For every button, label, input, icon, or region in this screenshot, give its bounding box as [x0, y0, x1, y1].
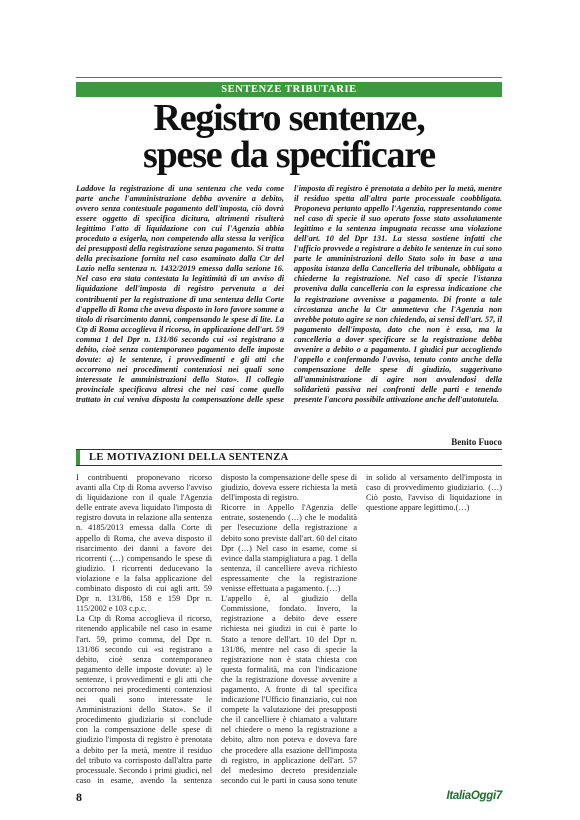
- subsection-label: LE MOTIVAZIONI DELLA SENTENZA: [89, 452, 289, 463]
- body-paragraph: L'appello è, al giudizio della Commissione, fondato. Invero, la registrazione a debito deve essere richiesta nei giudizi in cui è parte lo Stato a tenore dell'art. 10 del Dpr n. 131/86, mentre nel caso di specie la registrazione non è stata chiesta con questa formalità, ma con l'indicazione che la registrazione dovesse avvenire a pagamento. A fronte di tal specifica indicazione l'Ufficio finanziario, cui non compete la valutazione dei presupposti che il cancelliere è chiamato a valutare nel chiedere o meno la registrazione a debito, altro non poteva e doveva fare che procedere alla esazione dell'imposta di registro, in applicazione dell'art. 57 del medesimo decreto presidenziale secondo cui le parti in causa sono tenute in solido al versamento dell'imposta in caso di provvedimento giudiziario. (…) Ciò posto, l'avviso di liquidazione in questione appare legittimo.(…): [221, 473, 502, 785]
- intro-paragraph: Laddove la registrazione di una sentenza che veda come parte anche l'amministrazione debba avvenire a debito, ovvero senza contestuale pagamento dell'imposta, ciò dovrà essere oggetto di specifica dicitura, altrimenti risulterà legittimo l'atto di liquidazione con cui l'Agenzia abbia proceduto a esigerla, non competendo alla stessa la verifica dei presupposti della registrazione senza pagamento. Si tratta della precisazione fornita nel caso esaminato dalla Ctr del Lazio nella sentenza n. 1432/2019 emessa dalla sezione 16. Nel caso era stata contestata la legittimità di un avviso di liquidazione dell'imposta di registro pervenuta a dei contribuenti per la registrazione di una sentenza della Corte d'appello di Roma che aveva disposto in loro favore somme a titolo di risarcimento danni, compensando le spese di lite. La Ctp di Roma accoglieva il ricorso, in applicazione dell'art. 59 comma 1 del Dpr n. 131/86 secondo cui «si registrano a debito, cioè senza contemporaneo pagamento delle imposte dovute: a) le sentenze, i provvedimenti e gli atti che occorrono nei procedimenti contenziosi nei quali sono interessate le amministrazioni dello Stato». Il collegio provinciale specificava altresì che nei casi come quello trattato in cui veniva disposta la compensazione delle spese l'imposta di registro è prenotata a debito per la metà, mentre il residuo spetta all'altra parte processuale coobbligata. Proponeva pertanto appello l'Agenzia, rappresentando come nel caso di specie il suo operato fosse stato assolutamente legittimo e la sentenza impugnata recasse una violazione dell'art. 10 del Dpr 131. La stessa sostiene infatti che l'ufficio provvede a registrare a debito le sentenze in cui sono parte le amministrazioni dello Stato solo in base a una apposita istanza della Cancelleria del tribunale, obbligata a chiederne la registrazione. Nel caso di specie l'istanza proveniva dalla cancelleria con la espressa indicazione che la registrazione avvenisse a pagamento. Di fronte a tale circostanza anche la Ctr ammetteva che l'Agenzia non avrebbe potuto agire se non chiedendo, ai sensi dell'art. 57, il pagamento dell'imposta, dato che non è essa, ma la cancelleria a dover specificare se la registrazione debba avvenire a debito o a pagamento. I giudici pur accogliendo l'appello e confermando l'avviso, tenuto conto anche della compensazione delle spese di giudizio, suggerivano all'amministrazione di agire non avvalendosi della solidarietà passiva nei confronti delle parti e tenendo presente l'ancora possibile attivazione anche dell'autotutela.: [76, 184, 502, 404]
- article-body: [76, 473, 502, 790]
- brand-name: ItaliaOggi: [446, 790, 496, 802]
- brand-logo: [446, 790, 502, 802]
- intro-text: [76, 184, 502, 405]
- body-paragraph: La Ctp di Roma accoglieva il ricorso, ritenendo applicabile nel caso in esame l'art. 59, primo comma, del Dpr n. 131/86 secondo cui «si registrano a debito, cioè senza contemporaneo pagamento delle imposte dovute: a) le sentenze, i provvedimenti e gli atti che occorrono nei procedimenti contenziosi nei quali sono interessate le Amministrazioni dello Stato». Se il procedimento giudiziario si conclude con la compensazione delle spese di giudizio l'imposta di registro è prenotata a debito per la metà, mentre il residuo del tributo va corrisposto dall'altra parte processuale. Secondo i primi giudici, nel caso in esame, avendo la sentenza disposto la compensazione delle spese di giudizio, doveva essere richiesta la metà dell'imposta di registro.: [76, 473, 357, 785]
- subsection-accent: [76, 450, 80, 465]
- subsection-bar: [76, 449, 502, 466]
- top-rule: [76, 77, 502, 78]
- body-paragraph: I contribuenti proponevano ricorso avanti alla Ctp di Roma avverso l'avviso di liquidazione con il quale l'Agenzia delle entrate aveva liquidato l'imposta di registro dovuta in relazione alla sentenza n. 4185/2013 emessa dalla Corte di appello di Roma, che aveva disposto il risarcimento dei danni a favore dei ricorrenti (…) compensando le spese di giudizio. I ricorrenti deducevano la violazione e la falsa applicazione del combinato disposto di cui agli artt. 59 Dpr n. 131/86, 158 e 159 Dpr n. 115/2002 e 103 c.p.c.: [76, 473, 212, 614]
- author-signature: Benito Fuoco: [451, 437, 502, 447]
- headline-line-2: spese da specificare: [143, 134, 435, 176]
- headline-line-1: Registro sentenze,: [153, 97, 425, 139]
- brand-number: 7: [495, 790, 502, 802]
- headline: [76, 97, 502, 176]
- section-label: SENTENZE TRIBUTARIE: [76, 82, 502, 97]
- page-number: 8: [76, 790, 82, 804]
- body-paragraph: Ricorre in Appello l'Agenzia delle entrate, sostenendo (…) che le modalità per l'esecuzione della registrazione a debito sono previste dall'art. 60 del citato Dpr (…) Nel caso in esame, come si evince dalla stampigliatura a pag. 1 della sentenza, il cancelliere aveva richiesto espressamente che la registrazione venisse effettuata a pagamento. (…): [221, 503, 357, 594]
